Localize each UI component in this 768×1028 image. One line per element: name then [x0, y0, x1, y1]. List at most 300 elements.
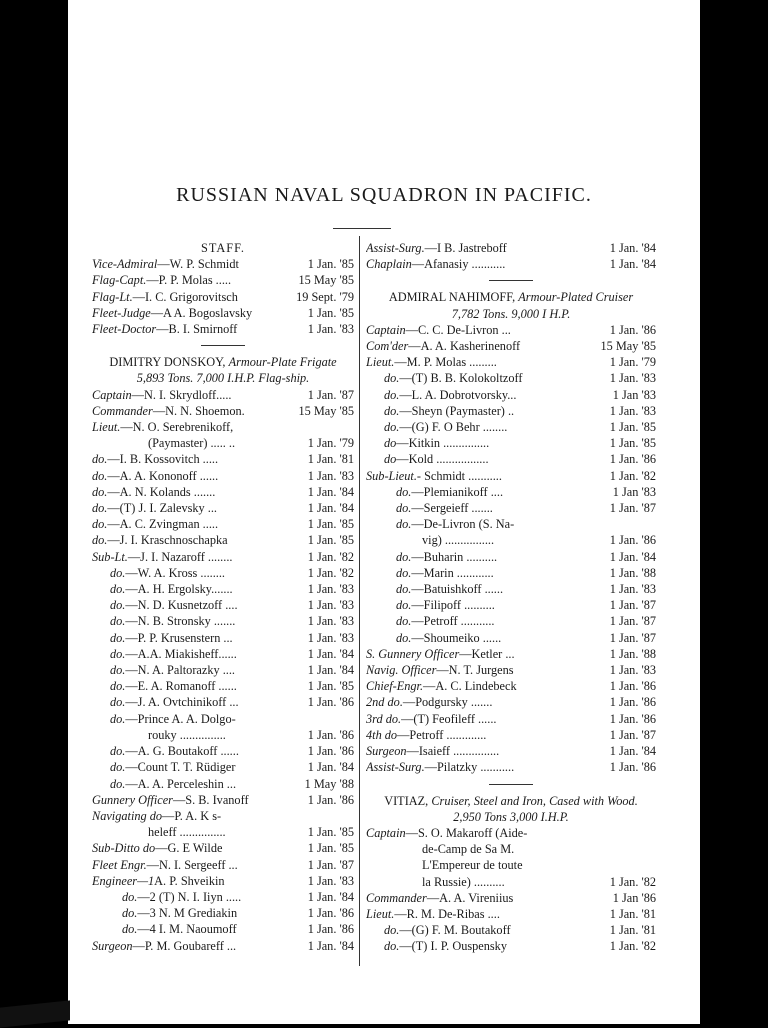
appointment-date: 1 Jan. '81: [609, 906, 656, 921]
officer-entry: [92, 857, 354, 873]
appointment-date: 1 Jan. '87: [307, 857, 354, 872]
officer-rank: do.: [396, 565, 412, 580]
ship-name: VITIAZ,: [384, 793, 429, 808]
officer-rank: do.: [396, 549, 412, 564]
officer-rank: do.: [92, 533, 108, 548]
officer-text: [92, 840, 280, 856]
officer-name: —P. P. Molas .....: [146, 273, 232, 288]
officer-rank: do.: [384, 923, 400, 938]
appointment-date: 15 May '85: [298, 273, 354, 288]
officer-rank: do.: [110, 744, 126, 759]
officer-rank: do.: [110, 695, 126, 710]
officer-entry: [366, 597, 656, 613]
officer-text: [92, 857, 280, 873]
officer-text: [366, 922, 582, 938]
officer-name: —A. N. Kolands .......: [107, 484, 216, 499]
officer-entry: [366, 451, 656, 467]
officer-entry: [92, 419, 354, 435]
ship-heading: [366, 793, 656, 809]
officer-rank: do.: [396, 614, 412, 629]
officer-text: [366, 338, 582, 354]
officer-rank: Vice-Admiral: [92, 257, 158, 272]
officer-entry: [92, 711, 354, 727]
appointment-date: 1 Jan. '88: [609, 646, 656, 661]
officer-text: [366, 711, 582, 727]
officer-entry: [366, 419, 656, 435]
appointment-date: 1 Jan. '83: [307, 582, 354, 597]
officer-entry: [366, 484, 656, 500]
officer-entry: [366, 565, 656, 581]
officer-name: —A. H. Ergolsky.......: [125, 582, 233, 597]
ship-description: Armour-Plated Cruiser: [518, 290, 634, 305]
officer-entry: [366, 240, 656, 256]
officer-rank: do.: [110, 646, 126, 661]
officer-name: —Podgursky .......: [402, 695, 493, 710]
officer-name: L'Empereur de toute: [422, 858, 523, 873]
officer-rank: Com'der: [366, 339, 409, 354]
right-column: [366, 240, 656, 955]
appointment-date: 1 Jan. '83: [609, 582, 656, 597]
officer-name: —Shoumeiko ......: [411, 630, 502, 645]
appointment-date: 1 Jan. '86: [609, 322, 656, 337]
officer-rank: do.: [122, 889, 138, 904]
officer-rank: do.: [396, 484, 412, 499]
ship-description: Cruiser, Steel and Iron, Cased with Wood.: [431, 793, 638, 808]
officer-entry: [366, 338, 656, 354]
officer-entry: [366, 678, 656, 694]
officer-name: —P. M. Goubareff ...: [132, 938, 237, 953]
officer-text: [92, 516, 280, 532]
appointment-date: 1 Jan. '88: [609, 565, 656, 580]
officer-text: [92, 256, 280, 272]
title-rule: [333, 228, 391, 229]
officer-name: —Prince A. A. Dolgo-: [125, 711, 236, 726]
appointment-date: 1 Jan '86: [612, 890, 656, 905]
officer-entry: [92, 565, 354, 581]
officer-text: [92, 743, 280, 759]
officer-text: [92, 824, 280, 840]
officer-name: —Plemianikoff ....: [411, 484, 504, 499]
appointment-date: 1 Jan. '83: [307, 873, 354, 888]
appointment-date: 1 Jan. '85: [307, 533, 354, 548]
officer-entry: [366, 646, 656, 662]
officer-rank: do.: [110, 630, 126, 645]
ship-name: DIMITRY DONSKOY,: [109, 355, 226, 370]
officer-rank: 4th do: [366, 727, 398, 742]
officer-rank: Sub-Lieut.: [366, 468, 417, 483]
appointment-date: 1 Jan. '87: [609, 630, 656, 645]
officer-text: [92, 889, 280, 905]
officer-text: [92, 321, 280, 337]
officer-name: —(G) F. O Behr ........: [399, 420, 508, 435]
officer-name: —A. A. Kononoff ......: [107, 468, 219, 483]
officer-rank: Captain: [366, 825, 406, 840]
officer-entry: [92, 905, 354, 921]
officer-text: [92, 549, 280, 565]
officer-entry: [366, 662, 656, 678]
officer-entry: [92, 694, 354, 710]
officer-text: [92, 272, 280, 288]
officer-rank: S. Gunnery Officer: [366, 646, 460, 661]
officer-name: —N. T. Jurgens: [436, 663, 514, 678]
officer-entry: [92, 289, 354, 305]
appointment-date: 1 Jan. '81: [307, 452, 354, 467]
officer-name: A. P. Shveikin: [154, 873, 225, 888]
officer-text: [366, 387, 582, 403]
officer-rank: Fleet Engr.: [92, 857, 147, 872]
officer-entry: [92, 743, 354, 759]
appointment-date: 1 Jan. '82: [609, 468, 656, 483]
officer-entry: [366, 613, 656, 629]
ship-stats: 7,782 Tons. 9,000 I H.P.: [451, 306, 571, 321]
officer-entry: [92, 840, 354, 856]
officer-name: —J. I. Kraschnoschapka: [107, 533, 228, 548]
officer-text: [92, 500, 280, 516]
officer-text: [92, 468, 280, 484]
officer-rank: do.: [396, 598, 412, 613]
officer-text: [366, 662, 582, 678]
officer-entry: [366, 759, 656, 775]
officer-entry: [92, 581, 354, 597]
officer-name: —L. A. Dobrotvorsky...: [399, 387, 517, 402]
officer-name: —N. O. Serebrenikoff,: [120, 420, 234, 435]
officer-text: [366, 256, 582, 272]
officer-rank: Sub-Ditto do: [92, 841, 156, 856]
section-separator: [201, 345, 245, 346]
officer-name: —Kitkin ...............: [396, 436, 490, 451]
section-separator: [489, 280, 533, 281]
appointment-date: 1 Jan. '86: [609, 711, 656, 726]
ship-stats: 2,950 Tons 3,000 I.H.P.: [453, 809, 569, 824]
officer-text: [92, 727, 280, 743]
officer-text: [366, 727, 582, 743]
officer-rank: Commander: [366, 890, 427, 905]
appointment-date: 1 Jan. '85: [307, 825, 354, 840]
officer-name: —W. A. Kross ........: [125, 565, 226, 580]
officer-rank: do.: [396, 582, 412, 597]
officer-rank: do.: [122, 922, 138, 937]
appointment-date: 1 Jan. '86: [307, 792, 354, 807]
officer-text: [92, 484, 280, 500]
officer-entry: [366, 532, 656, 548]
officer-rank: Flag-Lt.: [92, 289, 133, 304]
appointment-date: 1 Jan. '84: [609, 744, 656, 759]
officer-text: [92, 759, 280, 775]
officer-entry: [366, 468, 656, 484]
officer-rank: do.: [110, 614, 126, 629]
appointment-date: 1 Jan. '83: [307, 468, 354, 483]
officer-rank: Commander: [92, 403, 153, 418]
officer-rank: do.: [110, 663, 126, 678]
officer-name: —A. G. Boutakoff ......: [125, 744, 239, 759]
officer-entry: [92, 873, 354, 889]
officer-name: —Petroff .............: [397, 727, 487, 742]
officer-name: —P. A. K s-: [162, 808, 222, 823]
appointment-date: 1 Jan. '79: [609, 355, 656, 370]
appointment-date: 1 Jan. '82: [307, 565, 354, 580]
appointment-date: 1 Jan. '85: [307, 679, 354, 694]
officer-entry: [366, 874, 656, 890]
officer-name: —Pilatzky ...........: [424, 760, 515, 775]
officer-entry: [92, 808, 354, 824]
officer-entry: [366, 630, 656, 646]
officer-rank: do.: [92, 484, 108, 499]
officer-rank: Lieut.: [366, 355, 395, 370]
officer-name: rouky ...............: [148, 727, 226, 742]
officer-text: [92, 905, 280, 921]
appointment-date: 1 Jan. '79: [307, 436, 354, 451]
appointment-date: 1 Jan. '86: [307, 906, 354, 921]
officer-text: [92, 403, 280, 419]
appointment-date: 1 Jan. '84: [307, 484, 354, 499]
officer-entry: [92, 824, 354, 840]
document-page: [68, 0, 700, 1024]
appointment-date: 1 Jan. '83: [609, 403, 656, 418]
officer-entry: [92, 776, 354, 792]
appointment-date: 1 Jan. '82: [609, 939, 656, 954]
officer-name: —P. P. Krusenstern ...: [125, 630, 233, 645]
officer-text: [366, 484, 582, 500]
appointment-date: 1 Jan. '84: [307, 938, 354, 953]
officer-name: —A A. Bogoslavsky: [150, 305, 253, 320]
appointment-date: 1 Jan. '84: [609, 549, 656, 564]
appointment-date: 1 Jan. '83: [307, 630, 354, 645]
appointment-date: 1 Jan. '85: [307, 257, 354, 272]
officer-entry: [366, 516, 656, 532]
officer-text: [366, 890, 582, 906]
officer-entry: [366, 727, 656, 743]
officer-text: [92, 938, 280, 954]
officer-rank: Sub-Lt.: [92, 549, 128, 564]
officer-text: [366, 451, 582, 467]
appointment-date: 1 Jan. '87: [307, 387, 354, 402]
officer-entry: [366, 922, 656, 938]
officer-name: —Afanasiy ...........: [411, 257, 506, 272]
officer-name: —4 I. M. Naoumoff: [137, 922, 237, 937]
officer-text: [92, 630, 280, 646]
officer-entry: [366, 581, 656, 597]
appointment-date: 1 Jan. '86: [307, 922, 354, 937]
officer-text: [366, 403, 582, 419]
officer-entry: [366, 890, 656, 906]
officer-rank: do.: [384, 371, 400, 386]
appointment-date: 1 Jan. '85: [307, 305, 354, 320]
officer-text: [92, 419, 354, 435]
officer-entry: [366, 743, 656, 759]
officer-rank: do.: [122, 906, 138, 921]
column-divider: [359, 236, 360, 966]
officer-rank: do.: [396, 501, 412, 516]
officer-text: [366, 597, 582, 613]
officer-name: —A. A. Perceleshin ...: [125, 776, 237, 791]
officer-rank: do.: [92, 452, 108, 467]
officer-entry: [92, 500, 354, 516]
officer-name: —S. O. Makaroff (Aide-: [405, 825, 528, 840]
officer-rank: do.: [384, 420, 400, 435]
appointment-date: 1 Jan. '86: [609, 452, 656, 467]
officer-entry: [92, 678, 354, 694]
officer-text: [366, 370, 582, 386]
officer-name: —Ketler ...: [459, 646, 515, 661]
officer-entry: [366, 500, 656, 516]
officer-name: —N. I. Sergeeff ...: [146, 857, 238, 872]
officer-text: [366, 906, 582, 922]
appointment-date: 1 May '88: [304, 776, 354, 791]
officer-entry: [366, 711, 656, 727]
appointment-date: 1 Jan. '86: [609, 695, 656, 710]
appointment-date: 1 Jan. '84: [307, 646, 354, 661]
appointment-date: 1 Jan. '81: [609, 923, 656, 938]
officer-name: —W. P. Schmidt: [157, 257, 239, 272]
officer-entry: [366, 549, 656, 565]
appointment-date: 1 Jan '83: [612, 484, 656, 499]
officer-text: [366, 354, 582, 370]
officer-text: [92, 808, 354, 824]
officer-text: [92, 792, 280, 808]
officer-entry: [366, 322, 656, 338]
appointment-date: 1 Jan. '87: [609, 727, 656, 742]
officer-text: [92, 305, 280, 321]
officer-entry: [366, 256, 656, 272]
officer-name: —Sergeieff .......: [411, 501, 493, 516]
officer-entry: [92, 468, 354, 484]
page-title: RUSSIAN NAVAL SQUADRON IN PACIFIC.: [176, 184, 592, 206]
officer-text: [366, 938, 582, 954]
officer-name: —De-Livron (S. Na-: [411, 517, 515, 532]
officer-rank: do.: [92, 517, 108, 532]
officer-name: —N. D. Kusnetzoff ....: [125, 598, 238, 613]
appointment-date: 1 Jan. '86: [609, 533, 656, 548]
officer-rank: Captain: [366, 322, 406, 337]
officer-entry: [92, 938, 354, 954]
officer-rank: do.: [110, 760, 126, 775]
officer-entry: [92, 516, 354, 532]
officer-rank: do.: [110, 711, 126, 726]
officer-entry: [366, 938, 656, 954]
officer-text: [92, 565, 280, 581]
officer-entry: [92, 256, 354, 272]
officer-text: [92, 613, 280, 629]
officer-name: vig) ................: [422, 533, 495, 548]
appointment-date: 1 Jan. '84: [307, 889, 354, 904]
officer-text: [366, 581, 582, 597]
officer-rank: do.: [110, 679, 126, 694]
officer-entry: [92, 597, 354, 613]
officer-text: [366, 240, 582, 256]
officer-rank: do.: [396, 630, 412, 645]
officer-name: —J. A. Ovtchinikoff ...: [125, 695, 239, 710]
officer-text: [366, 468, 582, 484]
appointment-date: 1 Jan. '86: [307, 744, 354, 759]
officer-name: —C. C. De-Livron ...: [405, 322, 511, 337]
officer-text: [92, 435, 280, 451]
officer-text: [366, 565, 582, 581]
appointment-date: 1 Jan. '83: [307, 614, 354, 629]
officer-name: —I B. Jastreboff: [424, 241, 507, 255]
officer-entry: [92, 549, 354, 565]
officer-text: [366, 841, 656, 857]
appointment-date: 1 Jan. '85: [307, 841, 354, 856]
officer-name: —N. A. Paltorazky ....: [125, 663, 236, 678]
officer-entry: [366, 857, 656, 873]
officer-rank: Gunnery Officer: [92, 792, 173, 807]
officer-rank: Flag-Capt.: [92, 273, 147, 288]
officer-rank: do.: [110, 565, 126, 580]
officer-rank: Assist-Surg.: [366, 760, 425, 775]
officer-rank: 2nd do.: [366, 695, 403, 710]
officer-text: [366, 759, 582, 775]
officer-name: —B. I. Smirnoff: [156, 322, 238, 337]
officer-rank: do.: [110, 598, 126, 613]
appointment-date: 15 May '85: [298, 403, 354, 418]
officer-text: [366, 613, 582, 629]
officer-rank: Fleet-Doctor: [92, 322, 157, 337]
appointment-date: 19 Sept. '79: [296, 289, 354, 304]
officer-name: —N. N. Shoemon.: [152, 403, 245, 418]
officer-entry: [366, 403, 656, 419]
appointment-date: 1 Jan. '84: [609, 241, 656, 255]
left-column: [92, 240, 354, 954]
officer-entry: [92, 630, 354, 646]
officer-entry: [92, 727, 354, 743]
officer-name: —A. A. Vireniius: [426, 890, 514, 905]
officer-rank: Lieut.: [92, 420, 121, 435]
officer-entry: [366, 354, 656, 370]
appointment-date: 1 Jan. '85: [609, 420, 656, 435]
officer-entry: [92, 272, 354, 288]
officer-name: —Kold .................: [396, 452, 489, 467]
appointment-date: 1 Jan. '85: [609, 436, 656, 451]
officer-rank: do.: [384, 387, 400, 402]
appointment-date: 1 Jan. '84: [307, 663, 354, 678]
ship-heading: [366, 289, 656, 305]
officer-text: [366, 874, 582, 890]
officer-name: —G. E Wilde: [155, 841, 223, 856]
officer-text: [92, 532, 280, 548]
officer-entry: [92, 792, 354, 808]
officer-name: —E. A. Romanoff ......: [125, 679, 237, 694]
officer-rank: do.: [396, 517, 412, 532]
officer-entry: [366, 906, 656, 922]
officer-entry: [92, 321, 354, 337]
ship-name: ADMIRAL NAHIMOFF,: [388, 290, 516, 305]
officer-name: —Marin ............: [411, 565, 494, 580]
officer-entry: [366, 841, 656, 857]
appointment-date: 1 Jan. '86: [307, 727, 354, 742]
officer-name: —(T) I. P. Ouspensky: [399, 939, 507, 954]
officer-name: —3 N. M Grediakin: [137, 906, 238, 921]
appointment-date: 1 Jan. '83: [307, 598, 354, 613]
appointment-date: 1 Jan. '84: [609, 257, 656, 272]
officer-name: —R. M. De-Ribas ....: [394, 906, 500, 921]
officer-text: [366, 825, 656, 841]
appointment-date: 15 May '85: [600, 339, 656, 354]
officer-rank: do.: [110, 776, 126, 791]
officer-text: [366, 516, 656, 532]
officer-entry: [366, 694, 656, 710]
officer-entry: [92, 387, 354, 403]
officer-text: [92, 581, 280, 597]
officer-entry: [92, 403, 354, 419]
officer-text: [366, 532, 582, 548]
officer-name: de-Camp de Sa M.: [422, 842, 515, 857]
officer-rank: do: [384, 452, 397, 467]
officer-name: —Sheyn (Paymaster) ..: [399, 403, 515, 418]
officer-text: [366, 630, 582, 646]
officer-text: [92, 451, 280, 467]
officer-entry: [92, 532, 354, 548]
officer-name: —N. B. Stronsky .......: [125, 614, 236, 629]
